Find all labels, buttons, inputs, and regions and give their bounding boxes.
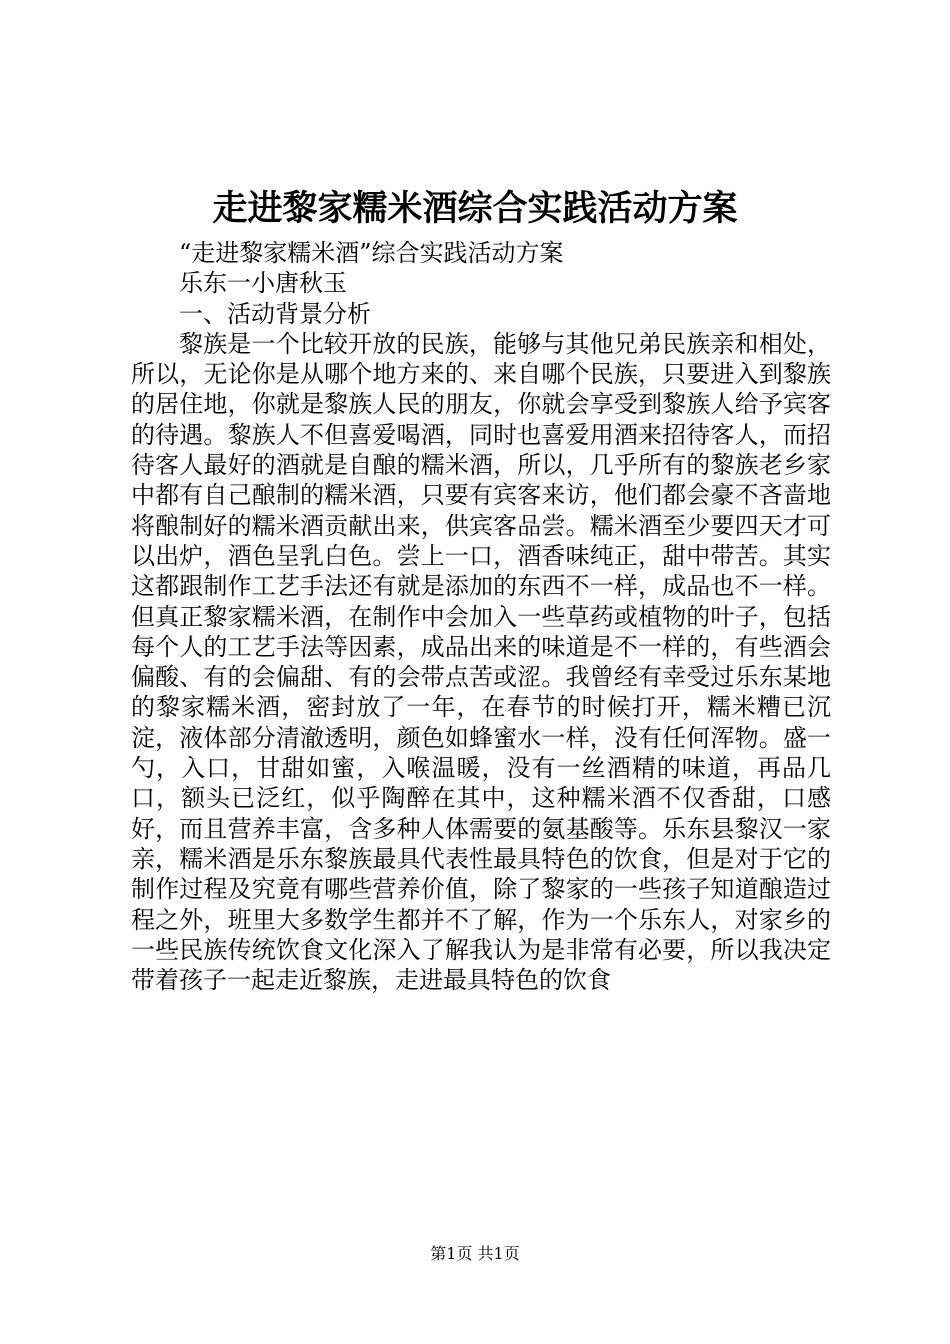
body-paragraph: 黎族是一个比较开放的民族，能够与其他兄弟民族亲和相处，所以，无论你是从哪个地方来的、来自哪个民族，只要进入到黎族的居住地，你就是黎族人民的朋友，你就会享受到黎族人给予宾客的待遇。黎族人不但喜爱喝酒，同时也喜爱用酒来招待客人，而招待客人最好的酒就是自酿的糯米酒，所以，几乎所有的黎族老乡家中都有自己酿制的糯米酒，只要有宾客来访，他们都会豪不吝啬地将酿制好的糯米酒贡献出来，供宾客品尝。糯米酒至少要四天才可以出炉，酒色呈乳白色。尝上一口，酒香味纯正，甜中带苦。其实这都跟制作工艺手法还有就是添加的东西不一样，成品也不一样。但真正黎家糯米酒，在制作中会加入一些草药或植物的叶子，包括每个人的工艺手法等因素，成品出来的味道是不一样的，有些酒会偏酸、有的会偏甜、有的会带点苦或涩。我曾经有幸受过乐东某地的黎家糯米酒，密封放了一年，在春节的时候打开，糯米糟已沉淀，液体部分清澈透明，颜色如蜂蜜水一样，没有任何浑物。盛一勺，入口，甘甜如蜜，入喉温暖，没有一丝酒精的味道，再品几口，额头已泛红，似乎陶醉在其中，这种糯米酒不仅香甜，口感好，而且营养丰富，含多种人体需要的氨基酸等。乐东县黎汉一家亲，糯米酒是乐东黎族最具代表性最具特色的饮食，但是对于它的制作过程及究竟有哪些营养价值，除了黎家的一些孩子知道酿造过程之外，班里大多数学生都并不了解，作为一个乐东人，对家乡的一些民族传统饮食文化深入了解我认为是非常有必要，所以我决定带着孩子一起走近黎族，走进最具特色的饮食 <box>131 329 831 995</box>
section-heading: 一、活动背景分析 <box>179 299 371 328</box>
document-body <box>131 238 831 995</box>
author-line: 乐东一小唐秋玉 <box>179 269 347 298</box>
document-title: 走进黎家糯米酒综合实践活动方案 <box>212 188 738 229</box>
subtitle-line: “走进黎家糯米酒”综合实践活动方案 <box>179 239 564 267</box>
page-footer: 第1页 共1页 <box>430 1244 520 1263</box>
